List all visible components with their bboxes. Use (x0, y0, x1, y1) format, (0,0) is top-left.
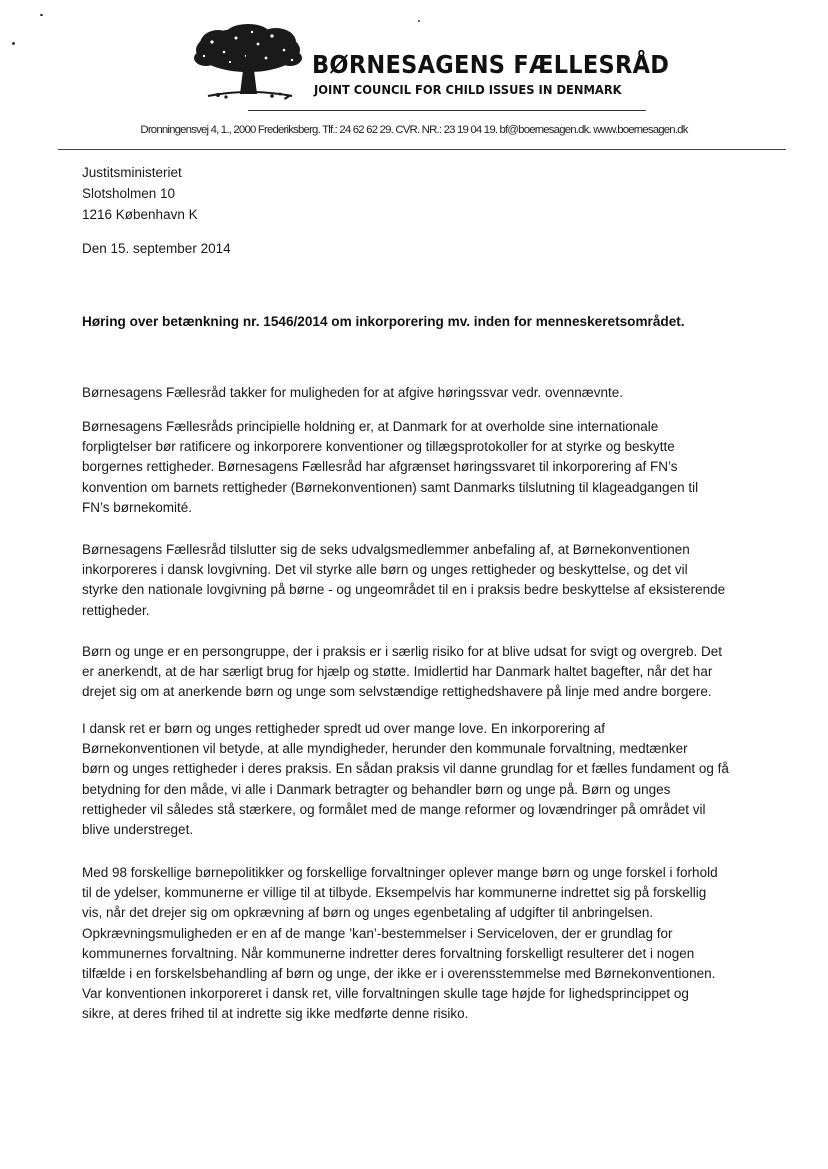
contact-details: Dronningensvej 4, 1., 2000 Frederiksberg. Tlf.: 24 62 62 29. CVR. NR.: 23 19 04 19. bf@boernesagen.dk. www.boernesagen.dk (140, 124, 688, 136)
paragraph-line: Børnesagens Fællesråd tilslutter sig de seks udvalgsmedlemmer anbefaling af, at Børnekonventionen (82, 542, 690, 557)
paragraph-line: er anerkendt, at de har særligt brug for hjælp og støtte. Imidlertid har Danmark haltet bagefter, når det har (82, 664, 713, 680)
paragraph-line: Opkrævningsmuligheden er en af de mange ’kan’-bestemmelser i Serviceloven, der er grundlag for (82, 925, 673, 941)
letterhead (188, 24, 670, 114)
paragraph-line: til de ydelser, kommunerne er villige til at tilbyde. Eksempelvis har kommunerne indrettet sig på forskellig (82, 885, 707, 901)
contact-divider (58, 149, 786, 150)
letter-date: Den 15. september 2014 (82, 241, 231, 256)
organization-subtitle: JOINT COUNCIL FOR CHILD ISSUES IN DENMARK (314, 82, 622, 97)
paragraph-line: Var konventionen inkorporeret i dansk ret, ville forvaltningen skulle tage højde for lighedsprincippet og (82, 986, 689, 1002)
paragraph-line: rettigheder. (82, 602, 150, 618)
paragraph-line: drejet sig om at anerkende børn og unge som selvstændige rettighedshavere på linje med andre borgere. (82, 684, 712, 700)
paragraph-line: styrke den nationale lovgivning på børne - og ungeområdet til en i praksis bedre beskyttelse af eksisterende (82, 582, 726, 598)
paragraph-line: forpligtelser bør ratificere og inkorporere konventioner og tillægsprotokoller for at styrke og beskytte (82, 439, 675, 455)
scan-speck (418, 20, 420, 22)
paragraph (82, 863, 750, 1025)
paragraph-line: I dansk ret er børn og unges rettigheder spredt ud over mange love. En inkorporering af (82, 721, 606, 736)
paragraph-line: Børnesagens Fællesråds principielle holdning er, at Danmark for at overholde sine internationale (82, 419, 659, 434)
paragraph-line: Børn og unge er en persongruppe, der i praksis er i særlig risiko for at blive udsat for svigt og overgreb. Det (82, 644, 723, 659)
paragraph-line: inkorporeres i dansk lovgivning. Det vil styrke alle børn og unges rettigheder og beskyttelse, og det vil (82, 562, 688, 578)
paragraph (82, 417, 750, 518)
paragraph-line: børn og unges rettigheder i deres praksis. En sådan praksis vil danne grundlag for et fælles fundament og få (82, 761, 729, 777)
paragraph (82, 383, 750, 403)
paragraph-line: Med 98 forskellige børnepolitikker og forskellige forvaltninger oplever mange børn og unge forskel i forhold (82, 865, 718, 880)
paragraph (82, 540, 750, 621)
paragraph-line: Børnekonventionen vil betyde, at alle myndigheder, herunder den kommunale forvaltning, medtænker (82, 741, 688, 757)
paragraph-line: blive understreget. (82, 822, 194, 838)
organization-name: BØRNESAGENS FÆLLESRÅD (312, 50, 670, 79)
paragraph-line: borgernes rettigheder. Børnesagens Fællesråd har afgrænset høringssvaret til inkorporering af FN’s (82, 459, 678, 475)
scan-speck (40, 14, 43, 16)
paragraph-line: sikre, at deres frihed til at indrette sig ikke medførte denne risiko. (82, 1006, 469, 1022)
paragraph-line: konvention om barnets rettigheder (Børnekonventionen) samt Danmarks tilslutning til klageadgangen til (82, 479, 699, 495)
recipient-city: 1216 København K (82, 207, 198, 222)
paragraph (82, 719, 750, 840)
paragraph-line: tilfælde i en forskelsbehandling af børn og unge, der ikke er i overensstemmelse med Børnekonventionen. (82, 966, 716, 982)
paragraph-line: kommunernes forvaltning. Når kommunerne indretter deres forvaltning forskelligt resulterer det i nogen (82, 945, 695, 961)
paragraph (82, 642, 750, 703)
paragraph-line: vis, når det drejer sig om opkrævning af børn og unges egenbetaling af udgifter til anbringelsen. (82, 905, 654, 921)
letter-subject: Høring over betænkning nr. 1546/2014 om inkorporering mv. inden for menneskeretsområdet. (82, 314, 685, 329)
paragraph-line: Børnesagens Fællesråd takker for muligheden for at afgive høringssvar vedr. ovennævnte. (82, 385, 624, 400)
paragraph-line: FN’s børnekomité. (82, 499, 193, 515)
recipient-name: Justitsministeriet (82, 165, 182, 180)
recipient-address (82, 162, 198, 225)
tree-logo-icon (188, 24, 308, 102)
letterhead-divider (248, 110, 646, 111)
scan-speck (12, 42, 15, 45)
paragraph-line: rettigheder vil således stå stærkere, og formålet med de mange reformer og lovændringer på området vil (82, 801, 706, 817)
recipient-street: Slotsholmen 10 (82, 186, 176, 201)
paragraph-line: betydning for den måde, vi alle i Danmark betragter og behandler børn og unge på. Børn og unges (82, 781, 671, 797)
